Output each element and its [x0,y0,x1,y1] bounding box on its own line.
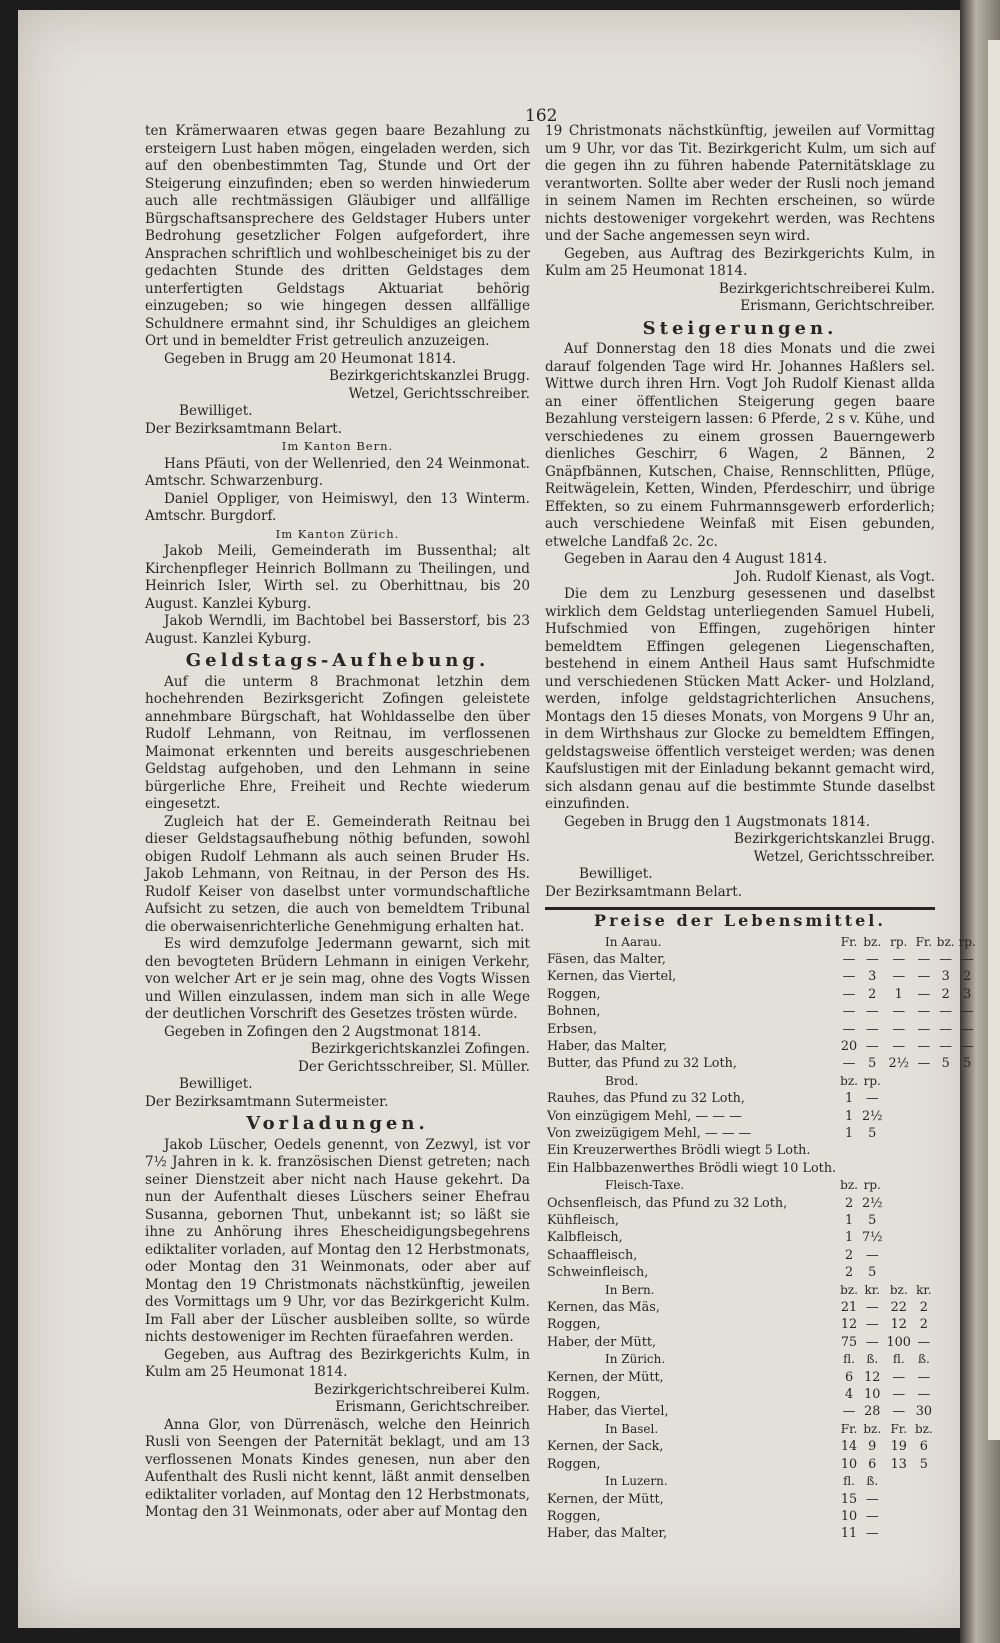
price-row [545,1334,978,1351]
price-value: 2 [844,1247,854,1263]
notice-date: Gegeben in Brugg am 20 Heumonat 1814. [164,350,457,367]
price-value: — [842,1056,856,1072]
right-column [545,123,976,1543]
price-value: 13 [890,1456,907,1472]
price-item-label: Haber, das Viertel, [547,1404,669,1420]
price-unit-header: Fr. [840,934,858,949]
price-unit-header: fl. [843,1352,855,1367]
price-value: — [939,1004,953,1020]
price-value: — [865,1491,879,1507]
price-unit-header: fl. [843,1474,855,1489]
approval-official: Der Bezirksamtmann Sutermeister. [145,1093,389,1110]
price-item-label: Von einzügigem Mehl, — — — [547,1108,742,1124]
price-value: 4 [844,1387,854,1403]
price-row [545,1229,978,1246]
price-value: — [892,1004,906,1020]
price-row [545,1195,978,1212]
price-unit-header: ß. [917,1352,930,1367]
price-value: — [939,951,953,967]
price-value: 14 [840,1439,858,1455]
price-value: — [842,1004,856,1020]
price-value: 6 [868,1456,877,1472]
price-unit-header: Fr. [890,1421,908,1436]
price-section-header [545,1177,978,1194]
price-value: 5 [868,1056,877,1072]
approval-text: Bewilliget. [179,403,253,419]
price-value [860,1142,885,1159]
price-row [545,1108,978,1125]
price-value: — [892,1369,906,1385]
price-value: 19 [890,1439,907,1455]
price-item-label: Kühfleisch, [547,1213,620,1228]
price-unit-header: fl. [892,1352,905,1367]
price-item-label: Ein Kreuzerwerthes Brödli wiegt 5 Loth. [547,1143,811,1159]
price-value: 3 [868,969,877,985]
notice-date: Gegeben in Brugg den 1 Augstmonats 1814. [564,813,871,830]
price-value: 1 [844,1230,854,1246]
approval-text: Bewilliget. [179,1076,253,1092]
notice-signature: Bezirkgerichtskanzlei Zofingen. [310,1041,530,1057]
price-row [545,1247,978,1264]
price-value: 10 [864,1387,881,1403]
price-value: — [865,1021,879,1037]
section-heading: Vorladungen. [246,1113,429,1134]
price-value: — [960,1038,974,1054]
list-item: Hans Pfäuti, von der Wellenried, den 24 Weinmonat. Amtschr. Schwarzenburg. [145,455,530,489]
price-value: 1 [894,986,903,1002]
price-value: — [865,1004,879,1020]
notice-signature: Bezirkgerichtskanzlei Brugg. [734,831,935,847]
price-item-label: Roggen, [547,1317,601,1333]
price-value: 30 [915,1404,933,1420]
price-row [545,1438,978,1455]
notice-signature: Bezirkgerichtschreiberei Kulm. [313,1381,530,1398]
notice-signature: Wetzel, Gerichtsschreiber. [348,385,530,402]
price-row [545,1316,978,1333]
price-value: — [892,1038,906,1054]
price-value: — [842,1404,856,1420]
notice-text: 19 Christmonats nächstkünftig, jeweilen auf Vormittag um 9 Uhr, vor das Tit. Bezirkgericht Kulm, um sich auf die gegen ihn zu führen habende Paternitätsklage zu verantworten. Sollte aber weder der Rusli noch jemand in seinem Namen im Rechten erscheinen, so würde nichts destoweniger vorgekehrt werden, was Rechtens und der Sache angemessen seyn wird. [545,123,935,244]
price-value: 15 [840,1491,858,1507]
notice-signature: Erismann, Gerichtschreiber. [740,298,935,314]
price-unit-header: rp. [863,1073,881,1088]
price-item-label: Roggen, [547,1508,601,1524]
notice-date: Gegeben, aus Auftrag des Bezirkgerichts Kulm, in Kulm am 25 Heumonat 1814. [545,245,935,279]
price-value: 22 [890,1300,907,1316]
price-unit-header: rp. [863,1178,881,1193]
price-value: — [917,986,931,1002]
price-unit-header: kr. [864,1282,880,1297]
price-value: 12 [840,1317,858,1333]
price-value: — [892,951,906,967]
price-value: 6 [919,1439,928,1455]
price-section-title: Fleisch-Taxe. [605,1178,685,1193]
list-item: Jakob Meili, Gemeinderath im Bussenthal; alt Kirchenpfleger Heinrich Bollmann zu Theilingen, und Heinrich Isler, Wirth sel. zu Oberhittnau, bis 20 August. Kanzlei Kyburg. [145,543,530,612]
price-value: — [865,951,879,967]
price-unit-header: Fr. [840,1421,858,1436]
price-unit-header: bz. [936,934,955,949]
price-row [545,1264,978,1281]
price-value: 1 [844,1125,854,1141]
price-section-title: In Zürich. [605,1352,666,1367]
price-value: — [865,1038,879,1054]
price-value: 1 [844,1091,854,1107]
price-table [545,934,978,1543]
price-value: 2 [844,1195,854,1211]
price-value: — [917,1387,931,1403]
price-item-label: Fäsen, das Malter, [547,951,666,967]
price-row [545,1386,978,1403]
price-item-label: Kernen, das Mäs, [547,1300,660,1316]
notice-signature: Erismann, Gerichtschreiber. [335,1399,530,1415]
price-item-label: Bohnen, [547,1004,601,1020]
price-value: — [960,951,974,967]
price-unit-header: Fr. [915,934,933,949]
price-item-label: Von zweizügigem Mehl, — — — [547,1125,752,1141]
notice-text: Es wird demzufolge Jedermann gewarnt, sich mit den bevogteten Brüdern Lehmann in einigen Verkehr, von welcher Art er je sein mag, ohne des Vogts Wissen und Willen einzulassen, indem man sich in alle Wege der deutlichen Vorschrift des Gesetzes trösten würde. [145,936,530,1022]
price-value: 1 [844,1108,854,1124]
list-item: Jakob Werndli, im Bachtobel bei Basserstorf, bis 23 August. Kanzlei Kyburg. [145,613,530,647]
notice-signature: Wetzel, Gerichtsschreiber. [753,848,935,865]
price-value: 28 [864,1404,881,1420]
price-value: — [892,1387,906,1403]
notice-signature: Bezirkgerichtschreiberei Kulm. [718,280,935,297]
price-section-header [545,1073,978,1090]
price-value: — [865,1091,879,1107]
notice-date: Gegeben in Zofingen den 2 Augstmonat 1814. [164,1023,482,1040]
price-row [545,1038,978,1055]
price-section-title: In Basel. [605,1421,659,1436]
price-value: 9 [868,1439,877,1455]
price-value: — [865,1526,879,1542]
price-row [545,1003,978,1020]
section-rule [545,907,935,910]
price-row [545,1142,978,1159]
price-section-title: In Bern. [605,1282,655,1297]
list-item: Daniel Oppliger, von Heimiswyl, den 13 Winterm. Amtschr. Burgdorf. [145,490,530,524]
price-value: — [917,1369,931,1385]
price-item-label: Schweinfleisch, [547,1265,649,1281]
price-section-header [545,934,978,951]
price-section-title: Brod. [605,1073,639,1088]
price-row [545,1491,978,1508]
price-value: — [917,951,931,967]
price-item-label: Kalbfleisch, [547,1230,623,1246]
price-item-label: Butter, das Pfund zu 32 Loth, [547,1056,737,1072]
price-row [545,951,978,968]
price-value: — [842,986,856,1002]
approval-official: Der Bezirksamtmann Belart. [545,883,743,900]
price-value: — [865,1300,879,1316]
price-item-label: Kernen, der Mütt, [547,1369,664,1385]
approval-official: Der Bezirksamtmann Belart. [145,420,343,437]
section-heading: Geldstags-Aufhebung. [185,650,490,671]
price-value: — [917,1334,931,1350]
notice-date: Gegeben, aus Auftrag des Bezirkgerichts Kulm, in Kulm am 25 Heumonat 1814. [145,1346,530,1380]
notice-date: Gegeben in Aarau den 4 August 1814. [564,551,828,567]
price-item-label: Haber, das Malter, [547,1526,668,1542]
price-unit-header: ß. [866,1474,879,1489]
price-value: — [917,1021,931,1037]
price-value: 7½ [861,1230,883,1246]
price-row [545,1369,978,1386]
price-value [838,1160,860,1177]
price-unit-header: bz. [863,1421,882,1436]
notice-signature: Der Gerichtsschreiber, Sl. Müller. [298,1058,530,1075]
price-value: 2½ [861,1195,883,1211]
notice-text: Die dem zu Lenzburg gesessenen und daselbst wirklich dem Geldstag unterliegenden Samuel Hubeli, Hufschmied von Effingen, zugehörigen hinter bemeldtem Effingen gelegenen Liegenschaften, bestehend in einem Antheil Haus samt Hufschmidte und verschiedenen Stücken Matt Acker- und Holzland, werden, infolge geldstagrichterlichen Ansuchens, Montags den 15 dieses Monats, von Morgens 9 Uhr an, in dem Wirthshaus zur Glocke zu bemeldtem Effingen, geldstagsweise öffentlich versteiget werden; was denen Kaufslustigen mit der Einladung bekannt gemacht wird, sich alsdann genau auf die bestimmte Stunde daselbst einzufinden. [545,586,935,812]
price-value: 5 [868,1125,877,1141]
price-item-label: Roggen, [547,1387,601,1403]
price-value: 6 [844,1369,854,1385]
price-unit-header: bz. [914,1421,933,1436]
price-value: — [865,1334,879,1350]
price-value: 21 [840,1300,858,1316]
price-item-label: Erbsen, [547,1021,598,1037]
price-value: 12 [890,1317,907,1333]
price-value: — [917,969,931,985]
notice-text: Anna Glor, von Dürrenäsch, welche den Heinrich Rusli von Seengen der Paternität beklagt, und am 13 verflossenen Monats Kindes genesen, nun aber den Aufenthalt des Rusli nicht kennt, läßt anmit denselben ediktaliter vorladen, auf Montag den 12 Herbstmonats, Montag den 31 Weinmonats, oder aber auf Montag den [145,1416,530,1520]
price-section-header [545,1421,978,1438]
price-value: 2 [963,969,972,985]
price-row [545,1090,978,1107]
prices-title: Preise der Lebensmittel. [594,911,886,930]
price-value: 2½ [861,1108,883,1124]
price-row [545,1212,978,1229]
price-section-header [545,1351,978,1368]
price-value: 100 [886,1334,911,1350]
price-unit-header: bz. [863,934,882,949]
price-section-header [545,1473,978,1490]
price-value: 20 [840,1038,858,1054]
price-unit-header: bz. [889,1282,908,1297]
price-item-label: Kernen, der Mütt, [547,1491,664,1507]
notice-signature: Joh. Rudolf Kienast, als Vogt. [734,568,935,585]
notice-text: Jakob Lüscher, Oedels genennt, von Zezwyl, ist vor 7½ Jahren in k. k. französischen Dienst getreten; nach seiner Dienstzeit aber nicht nach Hause gekehrt. Da nun der Aufenthalt dieses Lüschers seiner Ehefrau Susanna, gebornen Thut, unbekannt ist; so läßt sie ihne zu Anhörung ihres Ehescheidigungsbegehrens ediktaliter vorladen, auf Montag den 12 Herbstmonats, oder Montag den 31 Weinmonats, oder aber auf Montag den 19 Christmonats nächstkünftig, jeweilen des Vormittags um 9 Uhr, vor das Bezirkgericht Kulm. Im Fall aber der Lüscher ausbleiben sollte, so würde nichts destoweniger im Rechten füraefahren werden. [145,1136,530,1345]
left-column [145,123,530,1522]
price-row [545,1525,978,1542]
price-value: 2 [844,1265,854,1281]
price-value: 2 [919,1300,928,1316]
price-value: 10 [840,1456,858,1472]
canton-heading: Im Kanton Bern. [281,439,394,453]
price-item-label: Haber, das Malter, [547,1038,668,1054]
price-item-label: Haber, der Mütt, [547,1334,657,1350]
price-unit-header: bz. [840,1282,858,1297]
price-row [545,968,978,985]
price-unit-header: rp. [958,934,976,949]
price-row [545,986,978,1003]
price-item-label: Ein Halbbazenwerthes Brödli wiegt 10 Loth. [547,1160,837,1176]
approval-text: Bewilliget. [579,866,653,882]
notice-signature: Bezirkgerichtskanzlei Brugg. [329,368,530,384]
price-item-label: Schaaffleisch, [547,1247,638,1263]
price-unit-header: bz. [840,1178,858,1193]
price-item-label: Rauhes, das Pfund zu 32 Loth, [547,1091,745,1107]
price-unit-header: rp. [890,934,908,949]
price-unit-header: bz. [840,1073,858,1088]
price-value: — [892,1404,906,1420]
price-item-label: Kernen, der Sack, [547,1439,664,1455]
price-row [545,1125,978,1142]
price-value: — [960,1004,974,1020]
price-value: 3 [941,969,950,985]
price-unit-header: ß. [866,1352,879,1367]
price-value: — [917,1004,931,1020]
next-page-edge [988,40,1000,1440]
price-section-header [545,1282,978,1299]
price-section-title: In Luzern. [605,1474,668,1489]
price-item-label: Ochsenfleisch, das Pfund zu 32 Loth, [547,1195,788,1211]
price-value: 2½ [888,1056,909,1072]
price-row [545,1456,978,1473]
price-value: 1 [844,1213,854,1228]
price-value: 10 [840,1508,858,1524]
price-value: — [892,1021,906,1037]
price-value: — [865,1247,879,1263]
price-value: 5 [963,1056,972,1072]
price-unit-header: kr. [916,1282,932,1297]
price-value: 2 [919,1317,928,1333]
section-heading: Steigerungen. [642,317,838,339]
page-number: 162 [525,106,558,126]
price-value: — [917,1038,931,1054]
price-value: — [842,951,856,967]
price-value: 5 [868,1213,877,1228]
price-value: — [960,1021,974,1037]
price-value: 75 [840,1334,858,1350]
price-value: — [939,1021,953,1037]
notice-text: Zugleich hat der E. Gemeinderath Reitnau bei dieser Geldstagsaufhebung nöthig befunden, sowohl obigen Rudolf Lehmann als auch seinen Bruder Hs. Jakob Lehmann, von Reitnau, in der Person des Hs. Rudolf Keiser von daselbst unter vormundschaftliche Aufsicht zu setzen, die auch von bemeldtem Tribunal die oberwaisenrichterliche Genehmigung erhalten hat. [145,813,530,935]
price-value: 2 [868,986,877,1002]
price-value: 12 [864,1369,881,1385]
price-value: — [865,1317,879,1333]
price-item-label: Kernen, das Viertel, [547,969,677,985]
canton-heading: Im Kanton Zürich. [275,526,400,541]
price-value: 5 [919,1456,928,1472]
price-value: — [939,1038,953,1054]
price-value [860,1160,885,1177]
price-value: 5 [868,1265,877,1281]
price-value: 11 [840,1526,858,1542]
price-item-label: Roggen, [547,1456,601,1472]
price-row [545,1299,978,1316]
price-value: — [865,1508,879,1524]
price-value [838,1142,860,1159]
price-row [545,1160,978,1177]
price-value: 3 [963,986,972,1002]
price-value: 2 [941,986,950,1002]
price-row [545,1055,978,1072]
price-row [545,1403,978,1420]
price-value: — [892,969,906,985]
notice-text: Auf die unterm 8 Brachmonat letzhin dem hochehrenden Bezirksgericht Zofingen geleistete annehmbare Bürgschaft, hat Wohldasselbe den über Rudolf Lehmann, von Reitnau, im verflossenen Maimonat erkennten und bereits ausgeschriebenen Geldstag aufgehoben, und den Lehmann in seine bürgerliche Ehre, Freiheit und Rechte wiederum eingesetzt. [145,673,530,812]
price-item-label: Roggen, [547,986,601,1002]
price-value: — [917,1056,931,1072]
price-section-title: In Aarau. [605,934,662,949]
notice-text: ten Krämerwaaren etwas gegen baare Bezahlung zu ersteigern Lust haben mögen, eingeladen werden, sich auf den obenbestimmten Tag, Stunde und Ort der Steigerung einzufinden; eben so werden hinwiederum auch alle rechtmässigen Gläubiger und allfällige Bürgschaftsansprechere des Geldstager Hubers unter Bedrohung gesetzlicher Folgen aufgefordert, ihre Ansprachen schriftlich und wohlbescheiniget bis zu der gedachten Stunde des dritten Geldstages dem unterfertigten Geldstags Aktuariat behörig einzugeben; so wie hingegen dessen allfällige Schuldnere ermahnt sind, ihr Schuldiges an gleichem Ort und in bemeldter Frist getreulich anzuzeigen. [145,123,530,349]
price-value: 5 [941,1056,950,1072]
price-row [545,1021,978,1038]
price-row [545,1508,978,1525]
notice-text: Auf Donnerstag den 18 dies Monats und die zwei darauf folgenden Tage wird Hr. Johannes Haßlers sel. Wittwe durch ihren Hrn. Vogt Joh Rudolf Kienast allda an einer öffentlichen Steigerung gegen baare Bezahlung versteigern lassen: 6 Pferde, 2 s v. Kühe, und verschiedenes zu einem grossen Bauerngewerb dienliches Geschirr, 6 Wagen, 2 Bännen, 2 Gnäpfbännen, Kutschen, Chaise, Rennschlitten, Pflüge, Reitwägelein, Ketten, Winden, Pferdeschirr, und übrige Effekten, so zu einem Fuhrmannsgewerb erforderlich; auch verschiedene Weinfaß mit Eisen gebunden, etwelche Landfaß 2c. 2c. [545,341,935,550]
price-value: — [842,969,856,985]
price-value: — [842,1021,856,1037]
